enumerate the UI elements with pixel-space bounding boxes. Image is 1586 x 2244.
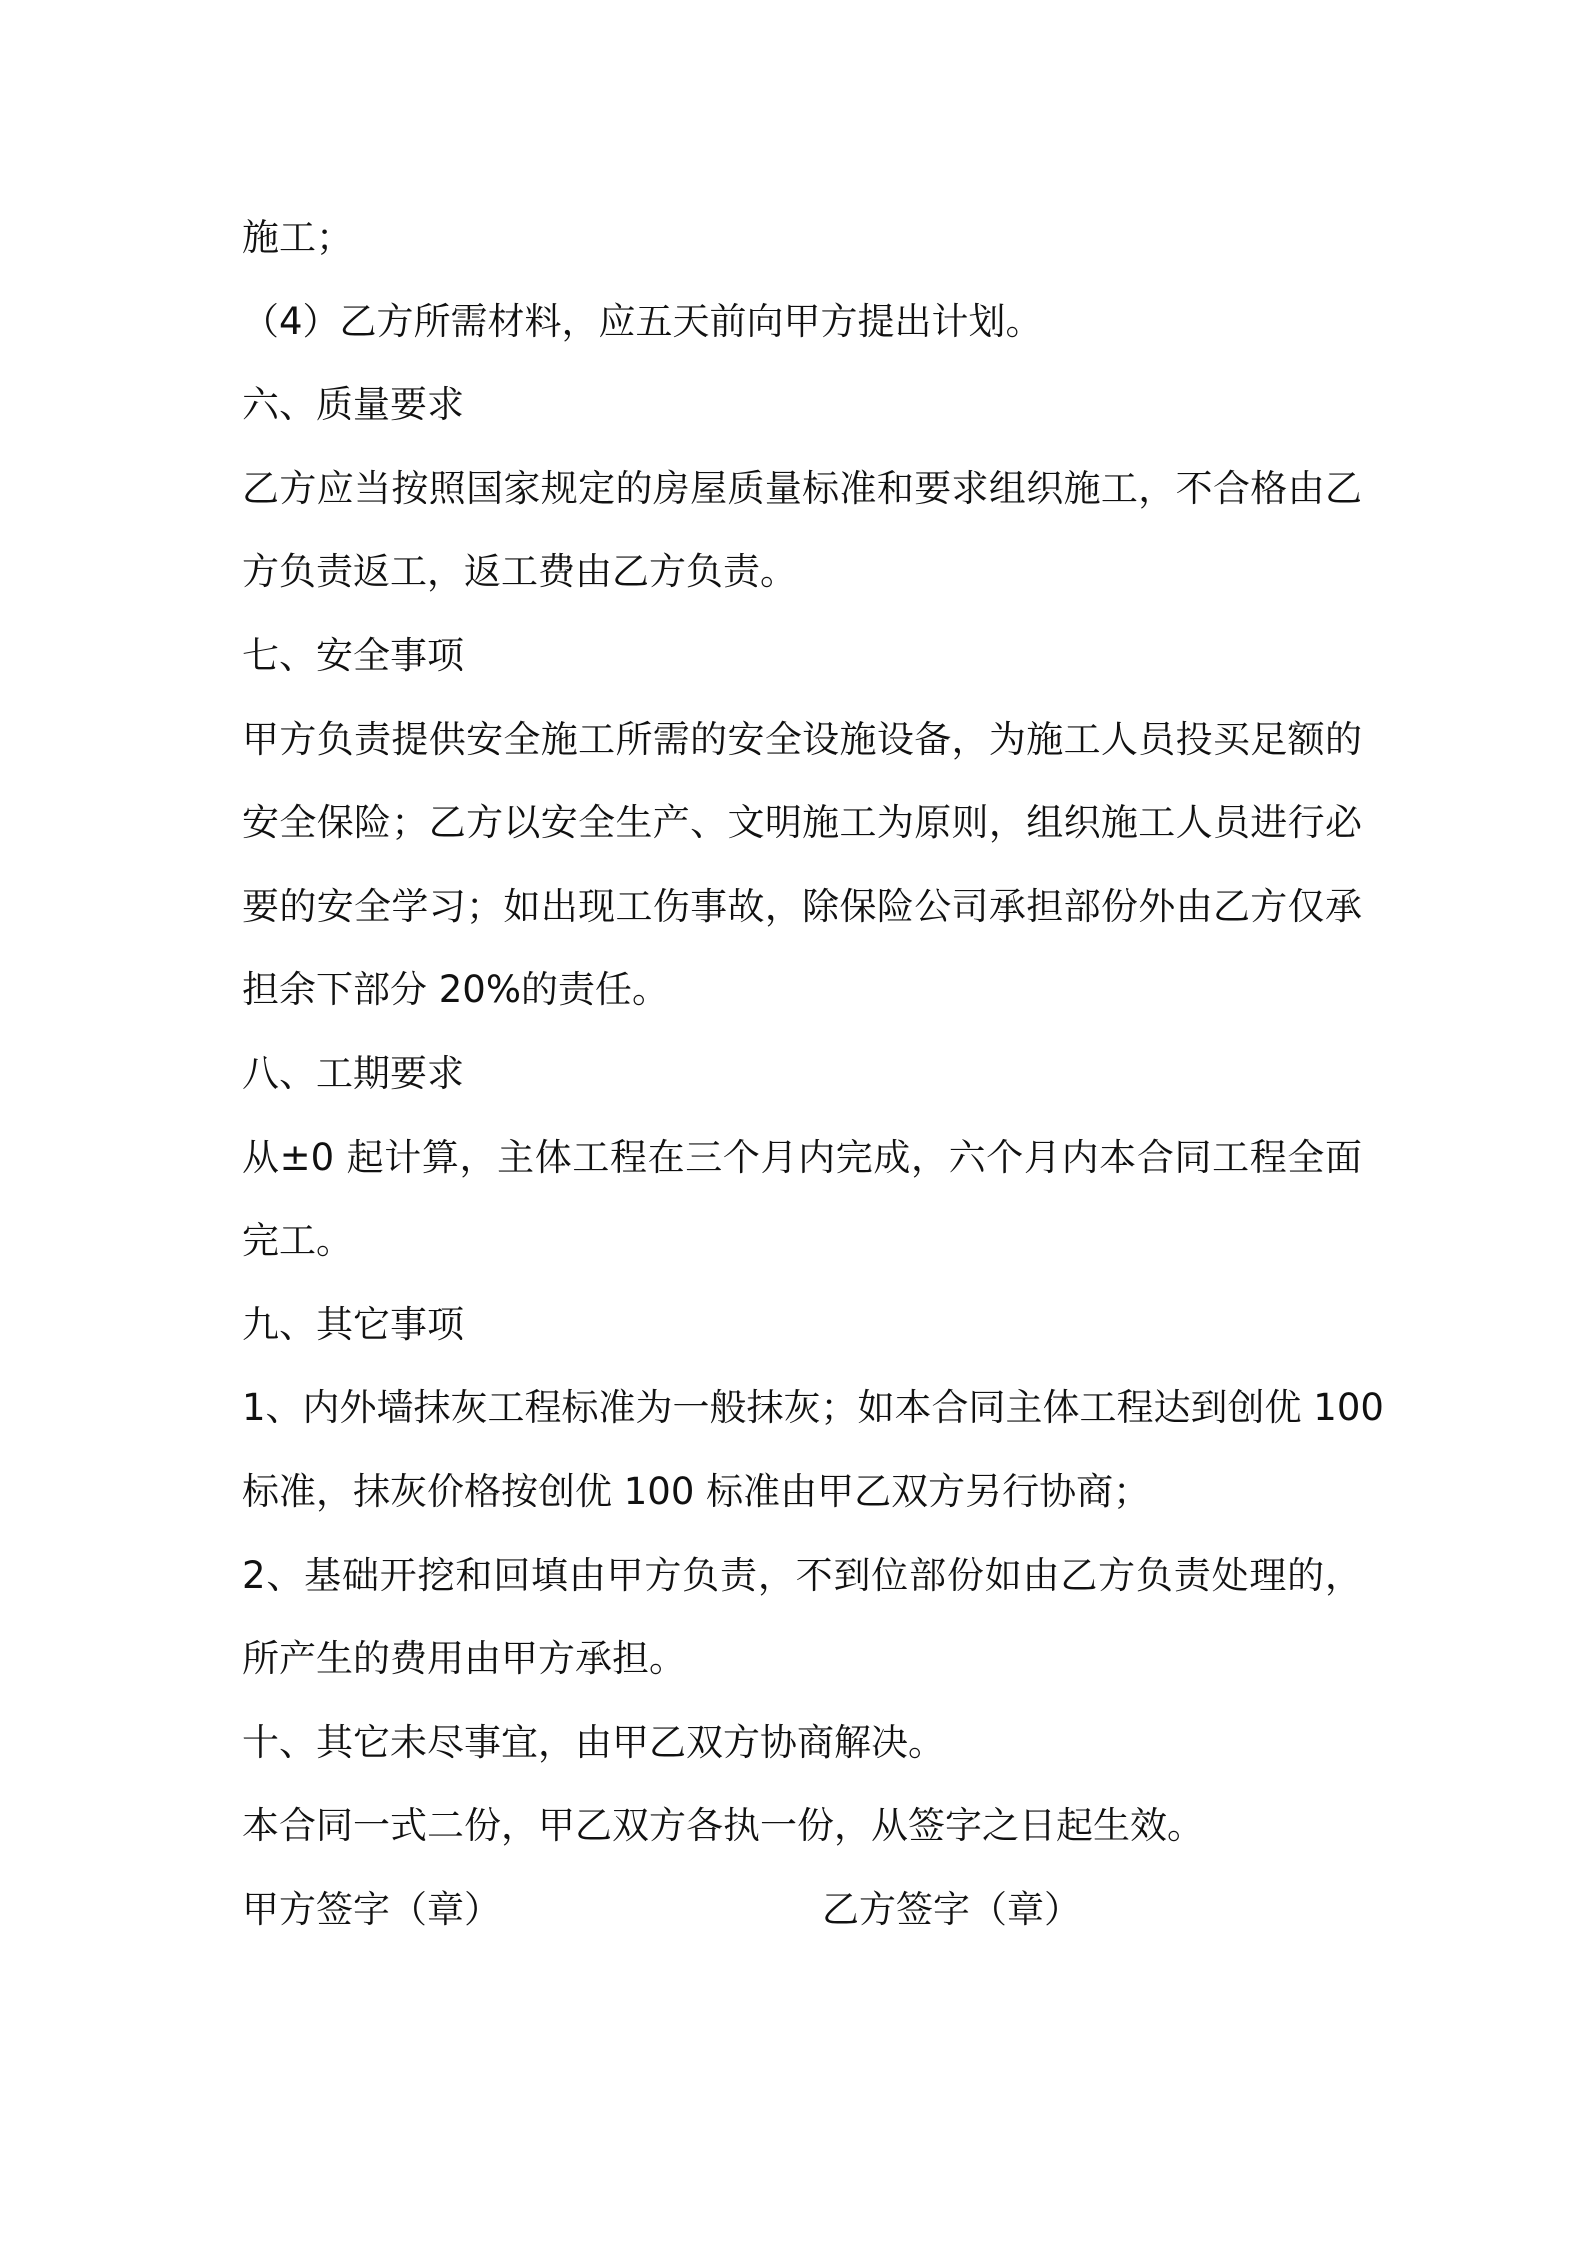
section-heading-quality: 六、质量要求 xyxy=(242,383,464,427)
text-line: 1、内外墙抹灰工程标准为一般抹灰；如本合同主体工程达到创优 100 xyxy=(242,1386,1384,1430)
document-body xyxy=(242,196,1384,1951)
section-heading-safety: 七、安全事项 xyxy=(242,633,464,677)
text-line: 2、基础开挖和回填由甲方负责，不到位部份如由乙方负责处理的， xyxy=(242,1553,1362,1597)
text-line: 所产生的费用由甲方承担。 xyxy=(242,1637,686,1681)
text-line: 甲方负责提供安全施工所需的安全设施设备，为施工人员投买足额的 xyxy=(242,717,1362,761)
party-a-signature-label: 甲方签字（章） xyxy=(242,1887,501,1931)
party-b-signature-label: 乙方签字（章） xyxy=(822,1887,1081,1931)
text-line: 标准，抹灰价格按创优 100 标准由甲乙双方另行协商； xyxy=(242,1469,1151,1513)
text-line: （4）乙方所需材料，应五天前向甲方提出计划。 xyxy=(242,299,1043,343)
section-heading-schedule: 八、工期要求 xyxy=(242,1051,464,1095)
text-line: 乙方应当按照国家规定的房屋质量标准和要求组织施工，不合格由乙 xyxy=(242,466,1362,510)
text-line: 方负责返工，返工费由乙方负责。 xyxy=(242,550,797,594)
text-line: 要的安全学习；如出现工伤事故，除保险公司承担部份外由乙方仅承 xyxy=(242,884,1362,928)
section-heading-other: 九、其它事项 xyxy=(242,1302,464,1346)
text-line: 完工。 xyxy=(242,1219,353,1263)
text-line: 担余下部分 20%的责任。 xyxy=(242,968,669,1012)
text-line: 本合同一式二份，甲乙双方各执一份，从签字之日起生效。 xyxy=(242,1804,1204,1848)
text-line: 施工； xyxy=(242,216,353,259)
section-heading-misc: 十、其它未尽事宜，由甲乙双方协商解决。 xyxy=(242,1720,945,1764)
text-line: 安全保险；乙方以安全生产、文明施工为原则，组织施工人员进行必 xyxy=(242,801,1362,845)
text-line: 从±0 起计算，主体工程在三个月内完成，六个月内本合同工程全面 xyxy=(242,1135,1362,1179)
signature-row xyxy=(242,1868,1362,1952)
